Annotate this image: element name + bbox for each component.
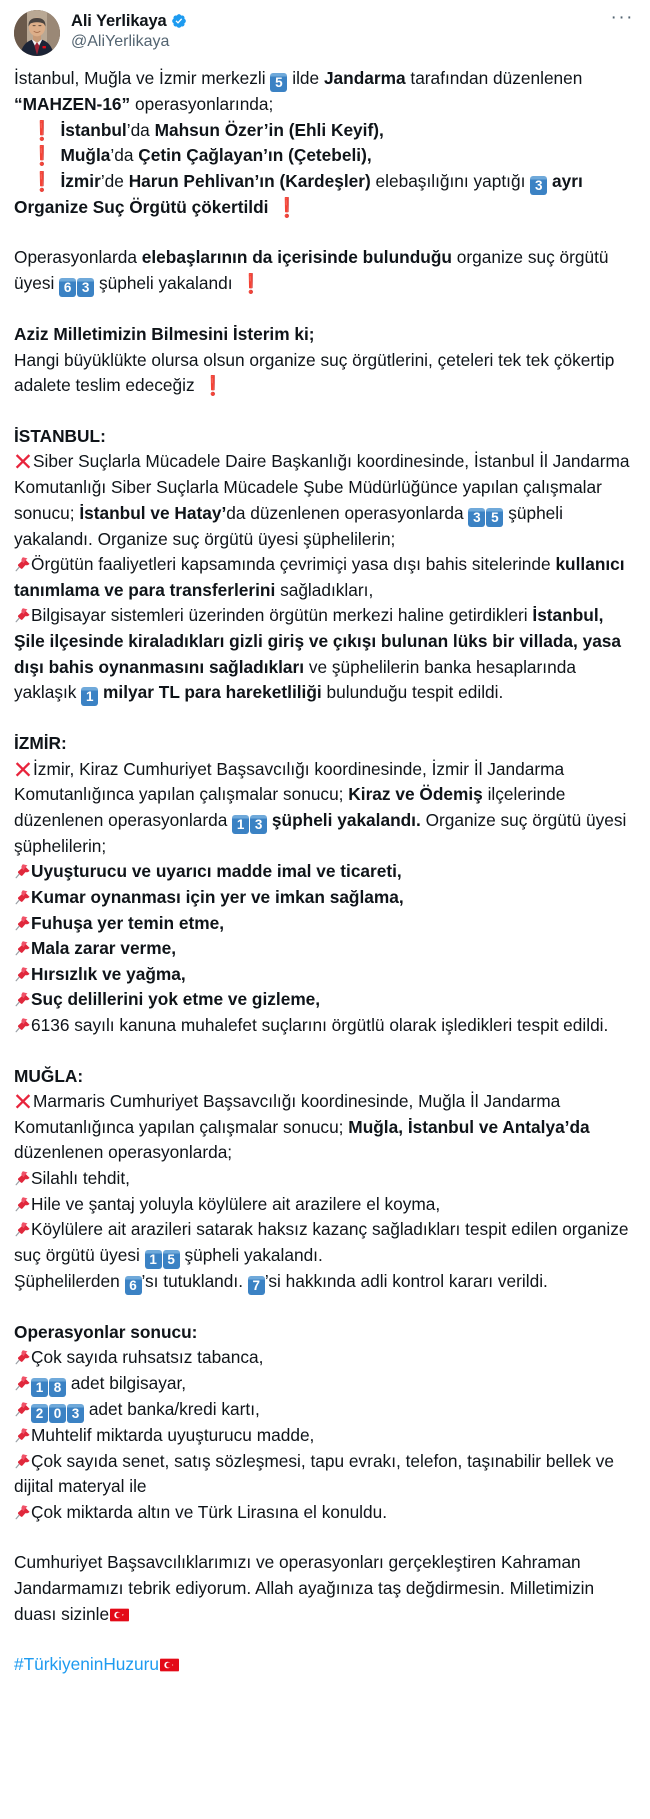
- spacer: [14, 706, 636, 731]
- yakalandi-text-3: şüpheli yakalandı: [94, 272, 238, 293]
- paragraph-intro: [14, 66, 636, 118]
- more-options-icon[interactable]: ···: [610, 7, 634, 28]
- istanbul-bold-1: İstanbul ve Hatay’: [79, 502, 227, 523]
- display-name[interactable]: Ali Yerlikaya: [71, 12, 167, 30]
- izmir-bullet-text: Mala zarar verme,: [31, 938, 177, 959]
- keycap-3: 3: [77, 278, 94, 297]
- izmir-bullet: [14, 936, 636, 962]
- exclamation-icon: ❗: [201, 376, 226, 398]
- sonuc-bullet: [14, 1449, 636, 1500]
- mugla-bullet-text: Köylülere ait arazileri satarak haksız kazanç sağladıkları tespit edilen: [31, 1219, 558, 1240]
- city-name: İzmir: [60, 170, 101, 191]
- keycap-1: 1: [31, 1378, 48, 1397]
- keycap-5: 5: [486, 508, 503, 527]
- list-after: ayrı: [552, 170, 583, 191]
- izmir-bullet: [14, 859, 636, 885]
- verified-badge-icon: [171, 13, 187, 29]
- mugla-tutuklandi: [14, 1269, 636, 1295]
- keycap-3: 3: [530, 176, 547, 195]
- pushpin-icon: [14, 1348, 31, 1366]
- exclamation-icon: ❗: [239, 273, 263, 295]
- izmir-bullet-text: Hırsızlık ve yağma,: [31, 963, 186, 984]
- istanbul-b2-bold-1: İstanbul, Şile ilçesinde kiraladıkları gizli giriş ve çıkışı bulunan lüks bir villada, yasa dışı bahis oynanmasını sağladıkları: [14, 605, 622, 677]
- exclamation-icon: ❗: [30, 146, 54, 168]
- pushpin-icon: [14, 555, 31, 573]
- keycap-6: 6: [125, 1276, 142, 1295]
- sonuc-bullet: [14, 1500, 636, 1526]
- pushpin-icon: [14, 1400, 31, 1418]
- pushpin-icon: [14, 606, 31, 624]
- keycap-7: 7: [248, 1276, 265, 1295]
- keycap-5: 5: [270, 73, 287, 92]
- pushpin-icon: [14, 1169, 31, 1187]
- izmir-paragraph: [14, 757, 636, 860]
- sonuc-bullet-text: Çok sayıda ruhsatsız tabanca,: [31, 1347, 264, 1368]
- closing-paragraph: [14, 1550, 636, 1627]
- hashtag-line: [14, 1652, 636, 1678]
- pushpin-icon: [14, 1220, 31, 1238]
- mugla-bullet-text: Silahlı tehdit,: [31, 1168, 130, 1188]
- mugla-text-4: şüpheli yakalandı.: [179, 1244, 323, 1265]
- pushpin-icon: [14, 1426, 31, 1444]
- istanbul-b1-bold: kullanıcı tanımlama ve para transferlerini: [14, 554, 625, 600]
- sonuc-bullet-text: Muhtelif miktarda uyuşturucu madde,: [31, 1424, 315, 1445]
- keycap-3: 3: [67, 1404, 84, 1423]
- spacer: [14, 220, 636, 245]
- mugla-text-3: organize suç örgütü üyesi: [14, 1219, 629, 1265]
- mugla-bullet: [14, 1192, 636, 1218]
- list-item: [14, 118, 636, 144]
- section-heading-istanbul: [14, 424, 636, 450]
- exclamation-icon: ❗: [30, 120, 54, 142]
- leader-name: Çetin Çağlayan’ın (Çetebeli): [138, 145, 367, 166]
- istanbul-b2-bold-2: milyar TL para hareketliliği: [103, 682, 322, 703]
- paragraph-aziz-heading: [14, 322, 636, 348]
- keycap-5: 5: [163, 1250, 180, 1269]
- intro-text-4: operasyonlarında;: [130, 94, 274, 114]
- pushpin-icon: [14, 990, 31, 1008]
- izmir-bullet: [14, 962, 636, 988]
- list-text: ’de: [100, 170, 129, 191]
- list-text: ’da: [126, 119, 155, 140]
- list-text: ’da: [110, 145, 139, 166]
- istanbul-text-2: da düzenlenen operasyonlarda: [226, 502, 469, 523]
- section-heading-mugla: [14, 1064, 636, 1090]
- izmir-bullet: [14, 1013, 636, 1039]
- mugla-bullet-text: Hile ve şantaj yoluyla köylülere ait arazilere el koyma,: [31, 1193, 441, 1214]
- spacer: [14, 297, 636, 322]
- pushpin-icon: [14, 939, 31, 957]
- pushpin-icon: [14, 1195, 31, 1213]
- istanbul-bullet-1: [14, 552, 636, 603]
- exclamation-icon: ❗: [275, 197, 299, 219]
- keycap-8: 8: [49, 1378, 66, 1397]
- display-name-row: [71, 11, 187, 31]
- aziz-heading: Aziz Milletimizin Bilmesini İsterim ki;: [14, 323, 315, 344]
- sonuc-bullet: [14, 1371, 636, 1397]
- keycap-3: 3: [468, 508, 485, 527]
- city-name: İstanbul: [60, 119, 127, 140]
- list-item: [14, 143, 636, 169]
- mugla-text-1: Marmaris Cumhuriyet Başsavcılığı koordinesinde, Muğla İl Jandarma Komutanlığınca yapılan çalışmalar sonucu;: [14, 1091, 561, 1137]
- pushpin-icon: [14, 965, 31, 983]
- keycap-2: 2: [31, 1404, 48, 1423]
- pushpin-icon: [14, 1374, 31, 1392]
- izmir-bullet: [14, 911, 636, 937]
- author-names: [71, 10, 187, 52]
- spacer: [14, 399, 636, 424]
- mugla-paragraph: [14, 1089, 636, 1166]
- turkish-flag-icon: [160, 1658, 179, 1672]
- istanbul-b2-text-3: bulunduğu tespit edildi.: [321, 682, 504, 703]
- sonuc-bullet-text: Çok miktarda altın ve Türk Lirasına el konuldu.: [31, 1501, 388, 1522]
- section-heading-sonuc: [14, 1320, 636, 1346]
- yakalandi-text-2: organize suç örgütü üyesi: [14, 247, 609, 293]
- cross-mark-icon: [14, 452, 32, 470]
- istanbul-b1-text-2: sağladıkları,: [275, 579, 374, 600]
- spacer: [14, 1295, 636, 1320]
- istanbul-text-3: şüpheli yakalandı. Organize suç örgütü üyesi şüphelilerin;: [14, 502, 563, 549]
- izmir-bullet-text: Uyuşturucu ve uyarıcı madde imal ve ticareti,: [31, 861, 402, 882]
- istanbul-b2-text-1: Bilgisayar sistemleri üzerinden örgütün merkezi haline getirdikleri: [31, 605, 533, 626]
- yakalandi-text-1: Operasyonlarda: [14, 247, 142, 268]
- izmir-text-3: Organize suç örgütü üyesi şüphelilerin;: [14, 809, 627, 856]
- avatar[interactable]: [14, 10, 60, 56]
- aziz-body-text: Hangi büyüklükte olursa olsun organize suç örgütlerini, çeteleri tek tek çökertip adalete teslim edeceğiz: [14, 349, 615, 396]
- keycap-1: 1: [81, 687, 98, 706]
- paragraph-yakalandi: [14, 245, 636, 297]
- exclamation-icon: ❗: [30, 171, 54, 193]
- pushpin-icon: [14, 1016, 31, 1034]
- izmir-text-1: İzmir, Kiraz Cumhuriyet Başsavcılığı koordinesinde, İzmir İl Jandarma Komutanlığınca yapılan çalışmalar sonucu;: [14, 758, 565, 805]
- istanbul-bullet-2: [14, 603, 636, 706]
- mugla-text-6: ’sı tutuklandı.: [141, 1270, 248, 1291]
- izmir-bullet-text: Fuhuşa yer temin etme,: [31, 912, 225, 933]
- sonuc-bullet-text: adet banka/kredi kartı,: [88, 1398, 260, 1419]
- izmir-bullet-text: Kumar oynanması için yer ve imkan sağlama,: [31, 887, 404, 908]
- mugla-text-5: Şüphelilerden: [14, 1270, 125, 1291]
- spacer: [14, 1039, 636, 1064]
- tweet-text: [14, 66, 636, 1678]
- izmir-text-2: ilçelerinde düzenlenen operasyonlarda: [14, 784, 566, 830]
- turkish-flag-icon: [110, 1608, 129, 1622]
- sonuc-heading: Operasyonlar sonucu:: [14, 1321, 198, 1342]
- mugla-text-2: düzenlenen operasyonlarda;: [14, 1142, 233, 1163]
- keycap-3: 3: [250, 815, 267, 834]
- izmir-bullet-text: Suç delillerini yok etme ve gizleme,: [31, 989, 321, 1010]
- spacer: [14, 1627, 636, 1652]
- izmir-bold-2: şüpheli yakalandı.: [271, 809, 421, 830]
- keycap-6: 6: [59, 278, 76, 297]
- section-heading-izmir: [14, 731, 636, 757]
- sonuc-bullet-text: adet bilgisayar,: [70, 1372, 187, 1393]
- pushpin-icon: [14, 1452, 31, 1470]
- izmir-bullet: [14, 885, 636, 911]
- sonuc-bullet: [14, 1423, 636, 1449]
- paragraph-aziz-body: [14, 348, 636, 399]
- izmir-bold-1: Kiraz ve Ödemiş: [348, 784, 483, 805]
- list-tail: ,: [378, 119, 384, 140]
- istanbul-text-1: Siber Suçlarla Mücadele Daire Başkanlığı koordinesinde, İstanbul İl Jandarma Komutanlığı Siber Suçlarla Mücadele Şube Müdürlüğünce yapılan çalışmalar sonucu;: [14, 451, 630, 523]
- mugla-bold-1: Muğla, İstanbul ve Antalya’da: [348, 1116, 590, 1137]
- mugla-bullet: [14, 1217, 636, 1269]
- intro-text-2: ilde: [287, 68, 324, 88]
- istanbul-paragraph: [14, 449, 636, 552]
- intro-bold-jandarma: Jandarma: [323, 68, 406, 88]
- closing-text: Cumhuriyet Başsavcılıklarımızı ve operasyonları gerçekleştiren Kahraman Jandarmamızı tebrik ediyorum. Allah ayağınıza taş değdirmesin. Milletimizin duası sizinle: [14, 1552, 595, 1624]
- hashtag-link[interactable]: #TürkiyeninHuzuru: [14, 1654, 160, 1675]
- izmir-bullet: [14, 987, 636, 1013]
- mugla-text-7: ’si hakkında adli kontrol kararı verildi.: [264, 1270, 548, 1291]
- list-item: [14, 169, 636, 195]
- list-tail: elebaşılığını yaptığı: [370, 170, 531, 191]
- yakalandi-bold: elebaşlarının da içerisinde bulunduğu: [141, 247, 452, 268]
- cokertildi-text: Organize Suç Örgütü çökertildi: [14, 196, 269, 217]
- izmir-heading: İZMİR:: [14, 733, 67, 754]
- intro-text-3: tarafından düzenlenen: [405, 68, 583, 88]
- sonuc-bullet: [14, 1345, 636, 1371]
- sonuc-bullet-text: Çok sayıda senet, satış sözleşmesi, tapu evrakı, telefon, taşınabilir bellek ve dijital materyal ile: [14, 1450, 615, 1497]
- pushpin-icon: [14, 914, 31, 932]
- pushpin-icon: [14, 888, 31, 906]
- intro-text-1: İstanbul, Muğla ve İzmir merkezli: [14, 68, 271, 88]
- istanbul-b2-text-2: ve şüphelilerin banka hesaplarında yaklaşık: [14, 656, 576, 703]
- sonuc-bullet: [14, 1397, 636, 1423]
- keycap-1: 1: [145, 1250, 162, 1269]
- cross-mark-icon: [14, 760, 32, 778]
- leader-name: Mahsun Özer’in (Ehli Keyif): [154, 119, 379, 140]
- tweet-header: [14, 7, 636, 56]
- keycap-0: 0: [49, 1404, 66, 1423]
- author-handle[interactable]: @AliYerlikaya: [71, 33, 170, 51]
- istanbul-b1-text-1: Örgütün faaliyetleri kapsamında çevrimiçi yasa dışı bahis sitelerinde: [31, 554, 556, 575]
- izmir-bullet-text: 6136 sayılı kanuna muhalefet suçlarını örgütlü olarak işledikleri tespit edildi.: [31, 1015, 609, 1036]
- spacer: [14, 1525, 636, 1550]
- pushpin-icon: [14, 862, 31, 880]
- istanbul-heading: İSTANBUL:: [14, 425, 106, 446]
- mugla-bullet: [14, 1166, 636, 1192]
- mugla-heading: MUĞLA:: [14, 1065, 84, 1086]
- paragraph-cokertildi: [14, 195, 636, 221]
- keycap-1: 1: [232, 815, 249, 834]
- leader-name: Harun Pehlivan’ın (Kardeşler): [128, 170, 371, 191]
- list-tail: ,: [366, 145, 372, 166]
- cross-mark-icon: [14, 1092, 32, 1110]
- city-name: Muğla: [60, 145, 111, 166]
- intro-bold-mahzen: “MAHZEN-16”: [14, 94, 131, 114]
- pushpin-icon: [14, 1503, 31, 1521]
